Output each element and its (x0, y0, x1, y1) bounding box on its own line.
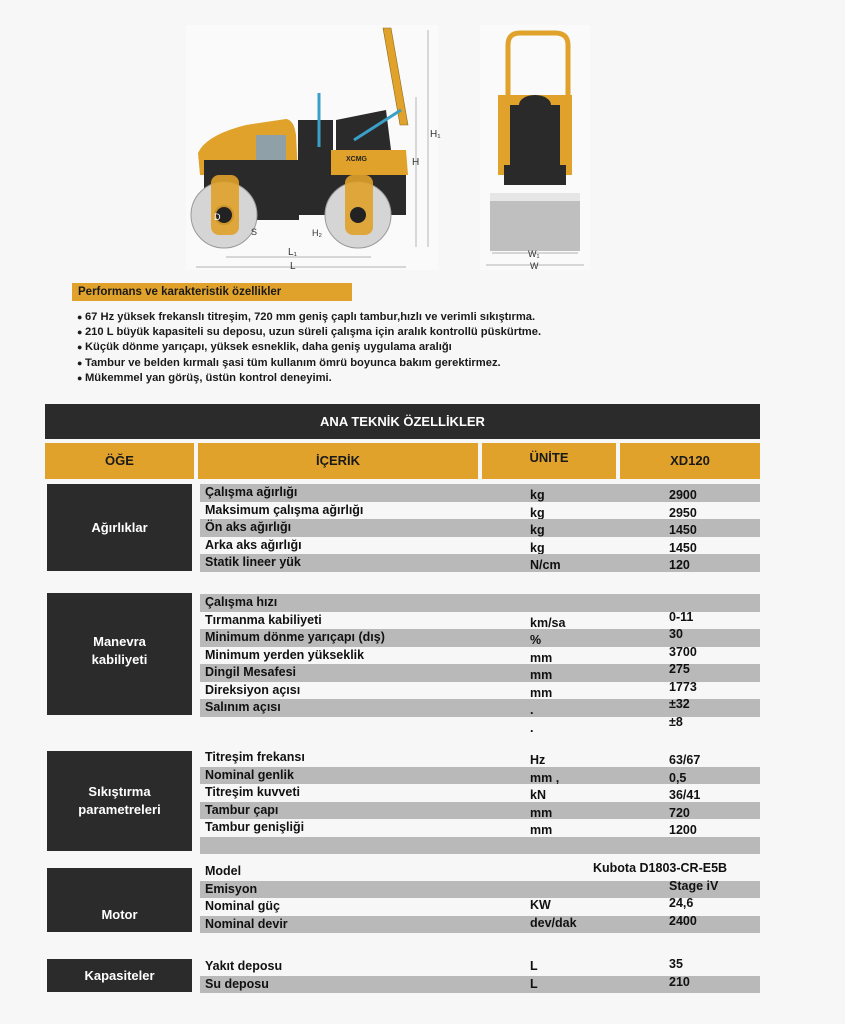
bullet-item: ● Mükemmel yan görüş, üstün kontrol deneyimi. (77, 371, 637, 386)
row-name: Çalışma ağırlığı (205, 485, 298, 499)
row-name: Arka aks ağırlığı (205, 537, 302, 552)
bullet-item: ● Tambur ve belden kırmalı şasi tüm kullanım ömrü boyunca bakım gerektirmez. (77, 356, 637, 371)
row-unit: L (530, 959, 538, 973)
row-value: 210 (669, 974, 690, 989)
row-value: 63/67 (669, 753, 701, 767)
performance-bullet-list (77, 310, 637, 386)
column-header-content: İÇERİK (198, 443, 478, 479)
bullet-item: ● 67 Hz yüksek frekanslı titreşim, 720 mm geniş çaplı tambur,hızlı ve verimli sıkıştırma. (77, 310, 637, 325)
row-value: 2400 (669, 913, 697, 928)
bullet-item: ● 210 L büyük kapasiteli su deposu, uzun süreli çalışma için aralık kontrollü püskürtme. (77, 325, 637, 340)
row-name: Tambur çapı (205, 802, 279, 817)
row-unit: . (530, 720, 534, 735)
row-value: 24,6 (669, 896, 694, 910)
table-row (200, 784, 760, 802)
svg-text:L: L (290, 261, 296, 272)
row-value: 2950 (669, 505, 697, 520)
row-unit: mm (530, 668, 553, 682)
svg-text:H: H (412, 157, 420, 168)
table-row (200, 913, 760, 934)
roller-side-view-image (186, 25, 441, 272)
svg-text:W: W (530, 261, 539, 271)
row-value: 36/41 (669, 788, 701, 802)
table-row (200, 714, 760, 735)
table-row (200, 819, 760, 837)
row-unit: kg (530, 505, 545, 520)
table-row (200, 484, 760, 502)
svg-text:W₁: W₁ (528, 249, 540, 259)
svg-text:S: S (251, 227, 258, 237)
row-unit: KW (530, 898, 551, 912)
row-name: Direksiyon açısı (205, 682, 301, 697)
column-header-unit: ÜNİTE (482, 443, 616, 479)
row-name: Nominal güç (205, 899, 281, 913)
row-value: 1450 (669, 540, 697, 555)
table-row (200, 749, 760, 767)
row-unit: mm (530, 823, 553, 837)
row-name: Tırmanma kabiliyeti (205, 612, 322, 627)
group-label (47, 593, 192, 715)
row-unit: Hz (530, 753, 546, 767)
row-name: Nominal genlik (205, 767, 294, 782)
row-name: Nominal devir (205, 916, 288, 931)
svg-text:D: D (214, 212, 221, 222)
table-row (200, 537, 760, 555)
row-unit: mm (530, 685, 553, 700)
row-unit: kg (530, 523, 545, 537)
roller-front-view-image (480, 25, 590, 270)
svg-text:H₂: H₂ (312, 228, 322, 238)
table-row (200, 802, 760, 820)
row-unit: kg (530, 488, 545, 502)
group-label-text: Sıkıştırma parametreleri (78, 784, 161, 817)
row-value: ±32 (669, 697, 690, 711)
table-row (200, 976, 760, 994)
row-value: 120 (669, 558, 690, 572)
row-value: 1773 (669, 679, 697, 694)
row-value: ±8 (669, 714, 683, 729)
spec-table-title: ANA TEKNİK ÖZELLİKLER (45, 404, 760, 439)
row-unit: mm (530, 650, 553, 665)
row-name: Statik lineer yük (205, 555, 301, 569)
row-unit: N/cm (530, 558, 561, 572)
group-label-text: Manevra kabiliyeti (91, 634, 148, 667)
row-value: 275 (669, 662, 690, 676)
svg-text:XCMG: XCMG (346, 156, 367, 163)
group-label-text: Motor (101, 907, 138, 922)
row-name: Minimum dönme yarıçapı (dış) (205, 630, 385, 644)
table-row (200, 837, 760, 855)
row-name: Dingil Mesafesi (205, 665, 296, 679)
row-value: 0-11 (669, 609, 694, 624)
row-value: Kubota D1803-CR-E5B (593, 861, 728, 875)
row-unit: kN (530, 788, 546, 802)
group-label-text: Ağırlıklar (91, 519, 148, 535)
row-value: 1200 (669, 823, 697, 837)
row-unit: % (530, 633, 542, 647)
row-name: Minimum yerden yükseklik (205, 647, 365, 662)
column-header-model: XD120 (620, 443, 760, 479)
row-value: 35 (669, 957, 683, 971)
row-unit: kg (530, 540, 545, 555)
group-label (47, 868, 192, 932)
row-unit: dev/dak (530, 915, 577, 930)
group-label (47, 959, 192, 992)
row-name: Ön aks ağırlığı (205, 520, 292, 534)
row-unit: km/sa (530, 615, 566, 630)
row-name: Titreşim frekansı (205, 750, 305, 764)
row-name: Yakıt deposu (205, 959, 283, 973)
table-row (200, 502, 760, 520)
column-header-item: ÖĞE (45, 443, 194, 479)
table-row (200, 767, 760, 785)
svg-text:L₁: L₁ (288, 247, 297, 258)
row-unit: mm (530, 805, 553, 820)
row-value: 3700 (669, 644, 697, 659)
row-value: 0,5 (669, 770, 687, 785)
svg-text:H₁: H₁ (430, 129, 441, 140)
row-unit: . (530, 703, 534, 717)
row-value: 30 (669, 627, 683, 641)
table-row (200, 554, 760, 572)
row-value: 1450 (669, 523, 697, 537)
group-label (47, 751, 192, 851)
group-label-text: Kapasiteler (84, 967, 155, 983)
row-value: Stage iV (669, 878, 719, 893)
table-row (200, 519, 760, 537)
row-name: Titreşim kuvveti (205, 785, 300, 799)
row-unit: mm , (530, 770, 560, 785)
row-name: Çalışma hızı (205, 595, 278, 609)
row-name: Model (205, 864, 242, 878)
row-name: Maksimum çalışma ağırlığı (205, 502, 364, 517)
bullet-item: ● Küçük dönme yarıçapı, yüksek esneklik, daha geniş uygulama aralığı (77, 340, 637, 355)
row-unit: L (530, 976, 538, 991)
row-name: Salınım açısı (205, 700, 281, 714)
performance-heading: Performans ve karakteristik özellikler (72, 283, 352, 301)
row-value: 2900 (669, 488, 697, 502)
row-name: Su deposu (205, 976, 269, 991)
row-name: Tambur genişliği (205, 820, 305, 834)
row-value: 720 (669, 805, 690, 820)
group-label (47, 484, 192, 571)
row-name: Emisyon (205, 881, 258, 896)
